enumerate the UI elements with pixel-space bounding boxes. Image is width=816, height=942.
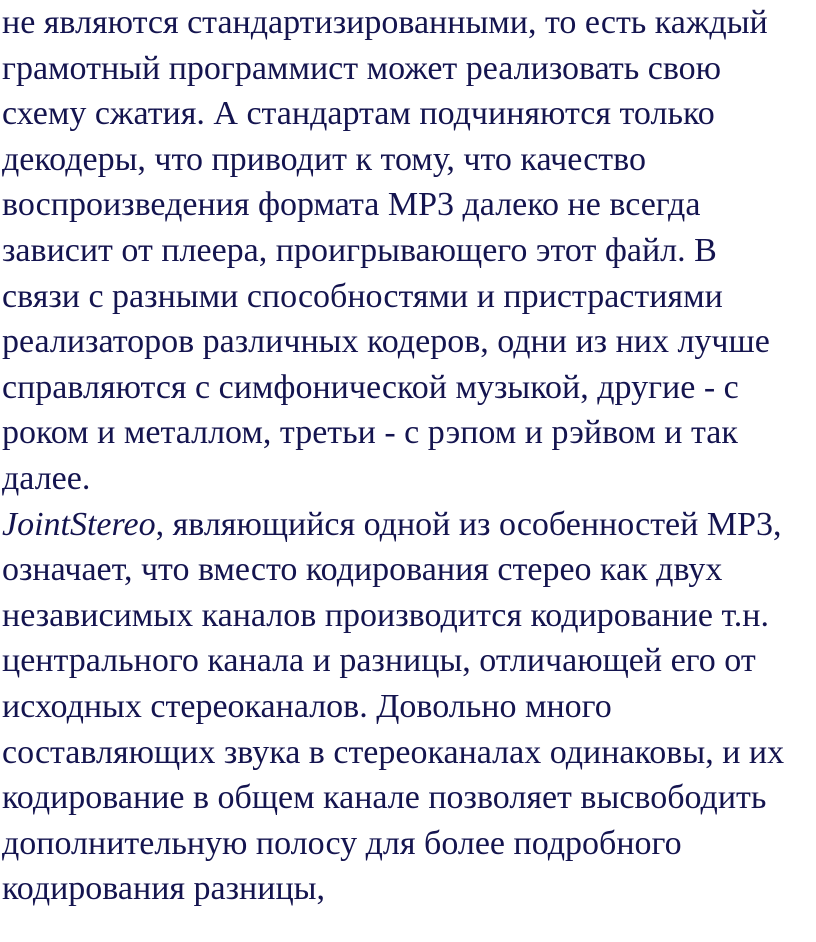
text-line: декодеры, что приводит к тому, что качество [2, 140, 646, 178]
text-line: справляются с симфонической музыкой, другие - с [2, 368, 739, 406]
text-line: кодирование в общем канале позволяет высвободить [2, 779, 767, 817]
text-line: составляющих звука в стереоканалах одинаковы, и их [2, 733, 785, 771]
text-line: схему сжатия. А стандартам подчиняются только [2, 95, 715, 133]
text-line: не являются стандартизированными, то есть каждый [2, 4, 768, 41]
text-line-rest: , являющийся одной из особенностей MP3, [155, 505, 782, 543]
text-line: дополнительную полосу для более подробного [2, 824, 682, 862]
text-line: центрального канала и разницы, отличающей его от [2, 642, 756, 680]
text-line: реализаторов различных кодеров, одни из них лучше [2, 323, 770, 361]
text-line: независимых каналов производится кодирование т.н. [2, 596, 769, 634]
text-line: грамотный программист может реализовать свою [2, 49, 722, 87]
text-line: далее. [2, 459, 91, 497]
text-line-with-term [2, 502, 816, 548]
paragraph-1 [2, 0, 816, 502]
text-line: исходных стереоканалов. Довольно много [2, 687, 612, 725]
text-line: означает, что вместо кодирования стерео как двух [2, 551, 723, 589]
text-line: зависит от плеера, проигрывающего этот файл. В [2, 231, 717, 269]
term-jointstereo: JointStereo [2, 505, 156, 543]
text-line: кодирования разницы, [2, 870, 325, 908]
text-line: роком и металлом, третьи - с рэпом и рэйвом и так [2, 414, 738, 452]
text-line: воспроизведения формата MP3 далеко не всегда [2, 186, 701, 224]
text-line: связи с разными способностями и пристрастиями [2, 277, 723, 315]
paragraph-2 [2, 502, 816, 912]
